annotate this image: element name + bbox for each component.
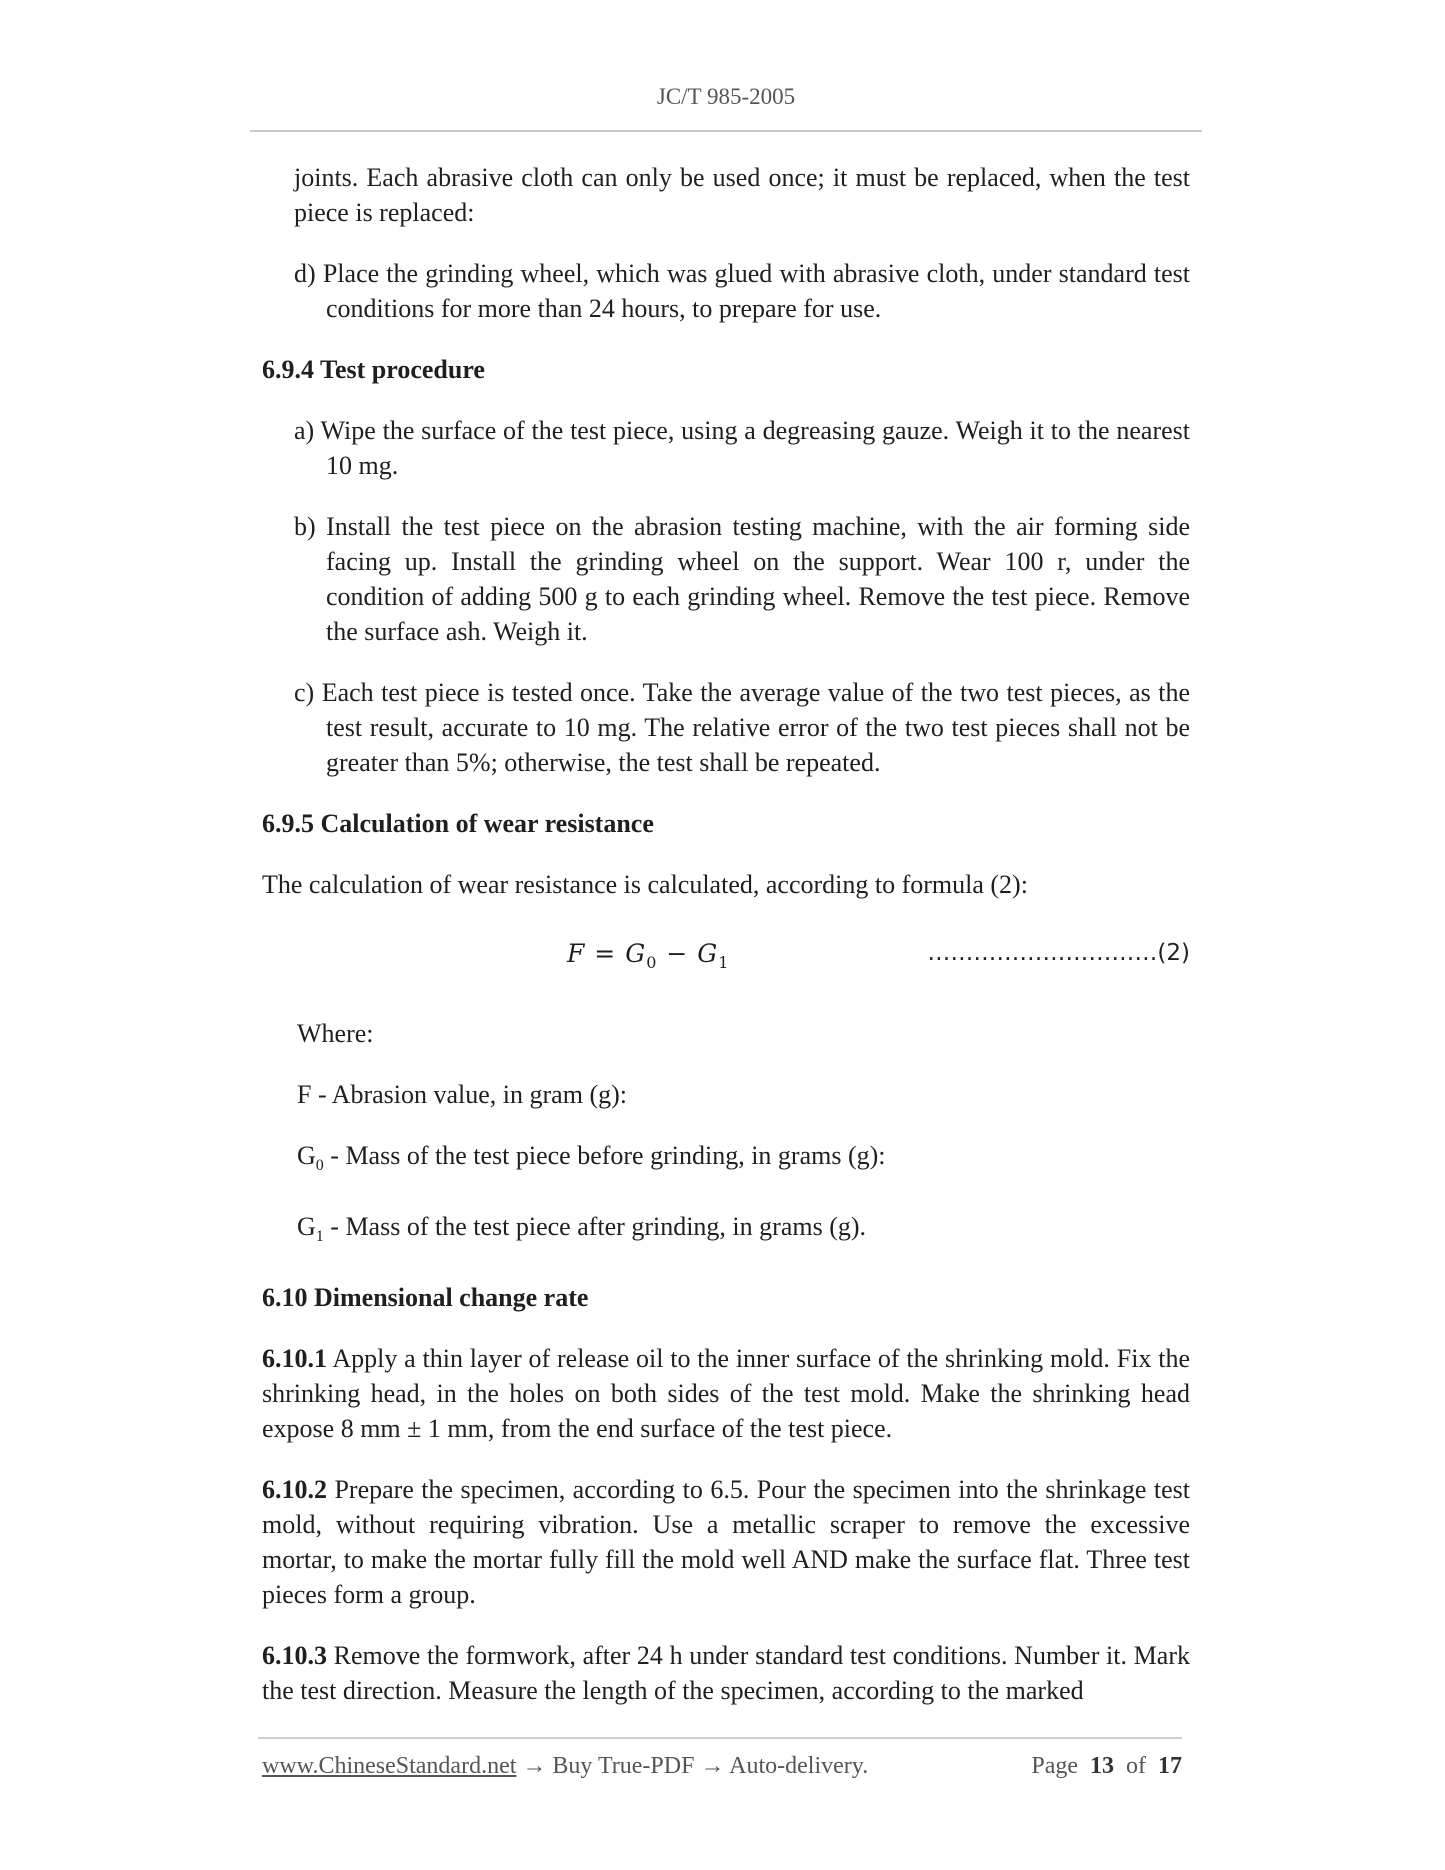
paragraph-6-10-2: 6.10.2 Prepare the specimen, according to 6.5. Pour the specimen into the shrinkage test mold, without requiring vibration. Use a metallic scraper to remove the excessive mortar, to make the mortar fully fill the mold well AND make the surface flat. Three test pieces form a group. [262,1475,1190,1610]
section-heading-6-9-4: 6.9.4 Test procedure [262,355,485,384]
list-label: c) [294,678,315,707]
definition-f: F - Abrasion value, in gram (g): [297,1080,627,1109]
paragraph-6-10-1: 6.10.1 Apply a thin layer of release oil to the inner surface of the shrinking mold. Fix the shrinking head, in the holes on both sides of the test mold. Make the shrinking head expose 8 mm ± 1 mm, from the end surface of the test piece. [262,1344,1190,1444]
site-link[interactable]: www.ChineseStandard.net [262,1753,517,1779]
list-item-a [294,413,1190,483]
formula-number: …………………………(2) [927,940,1190,966]
total-pages: 17 [1158,1753,1182,1779]
list-label: d) [294,259,316,288]
formula-minus: − [657,939,698,968]
formula [567,936,729,980]
definition-g0: $G_0$ - Mass of the test piece before grinding, in grams (g): [297,1141,886,1175]
list-text: Place the grinding wheel, which was glued with abrasive cloth, under standard test conditions for more than 24 hours, to prepare for use. [322,259,1190,323]
list-text: Wipe the surface of the test piece, using a degreasing gauze. Weigh it to the nearest 10 mg. [320,416,1190,480]
calculation-intro: The calculation of wear resistance is calculated, according to formula (2): [262,870,1028,899]
delivery-text: Auto-delivery. [729,1753,869,1779]
list-item-d [294,256,1190,326]
list-text: Install the test piece on the abrasion testing machine, with the air forming side facing up. Install the grinding wheel on the support. Wear 100 r, under the condition of adding 500 g to each grinding wheel. Remove the test piece. Remove the surface ash. Weigh it. [326,512,1191,646]
where-label: Where: [297,1019,374,1048]
formula-g1: G [697,939,719,968]
list-item-c [294,675,1190,780]
current-page: 13 [1090,1753,1114,1779]
section-heading-6-9-5: 6.9.5 Calculation of wear resistance [262,809,654,838]
page-indicator: Page 13 of 17 [1031,1753,1182,1779]
arrow-icon: → [694,1753,730,1779]
paragraph-6-10-3: 6.10.3 Remove the formwork, after 24 h under standard test conditions. Number it. Mark the test direction. Measure the length of the specimen, according to the marked [262,1641,1190,1706]
definition-g1: $G_1$ - Mass of the test piece after grinding, in grams (g). [297,1212,867,1246]
list-label: b) [294,512,316,541]
list-label: a) [294,416,315,445]
formula-equals: = [585,939,626,968]
page-header: JC/T 985-2005 [656,84,796,109]
formula-g0: G [625,939,647,968]
formula-lhs: F [567,939,586,968]
list-item-continuation: joints. Each abrasive cloth can only be used once; it must be replaced, when the test piece is replaced: [294,163,1190,227]
buy-pdf-text: Buy True-PDF [552,1753,695,1779]
section-heading-6-10: 6.10 Dimensional change rate [262,1283,589,1313]
page-footer [262,1753,1182,1780]
formula-row [262,928,1190,990]
footer-divider [258,1737,1182,1739]
page-content [262,160,1190,1734]
list-text: Each test piece is tested once. Take the average value of the two test pieces, as the test result, accurate to 10 mg. The relative error of the two test pieces shall not be greater than 5%; otherwise, the test shall be repeated. [321,678,1191,777]
list-item-b [294,509,1190,649]
formula-sub1: 1 [718,953,730,972]
header-divider [250,130,1202,132]
formula-sub0: 0 [646,953,658,972]
arrow-icon: → [516,1753,553,1779]
